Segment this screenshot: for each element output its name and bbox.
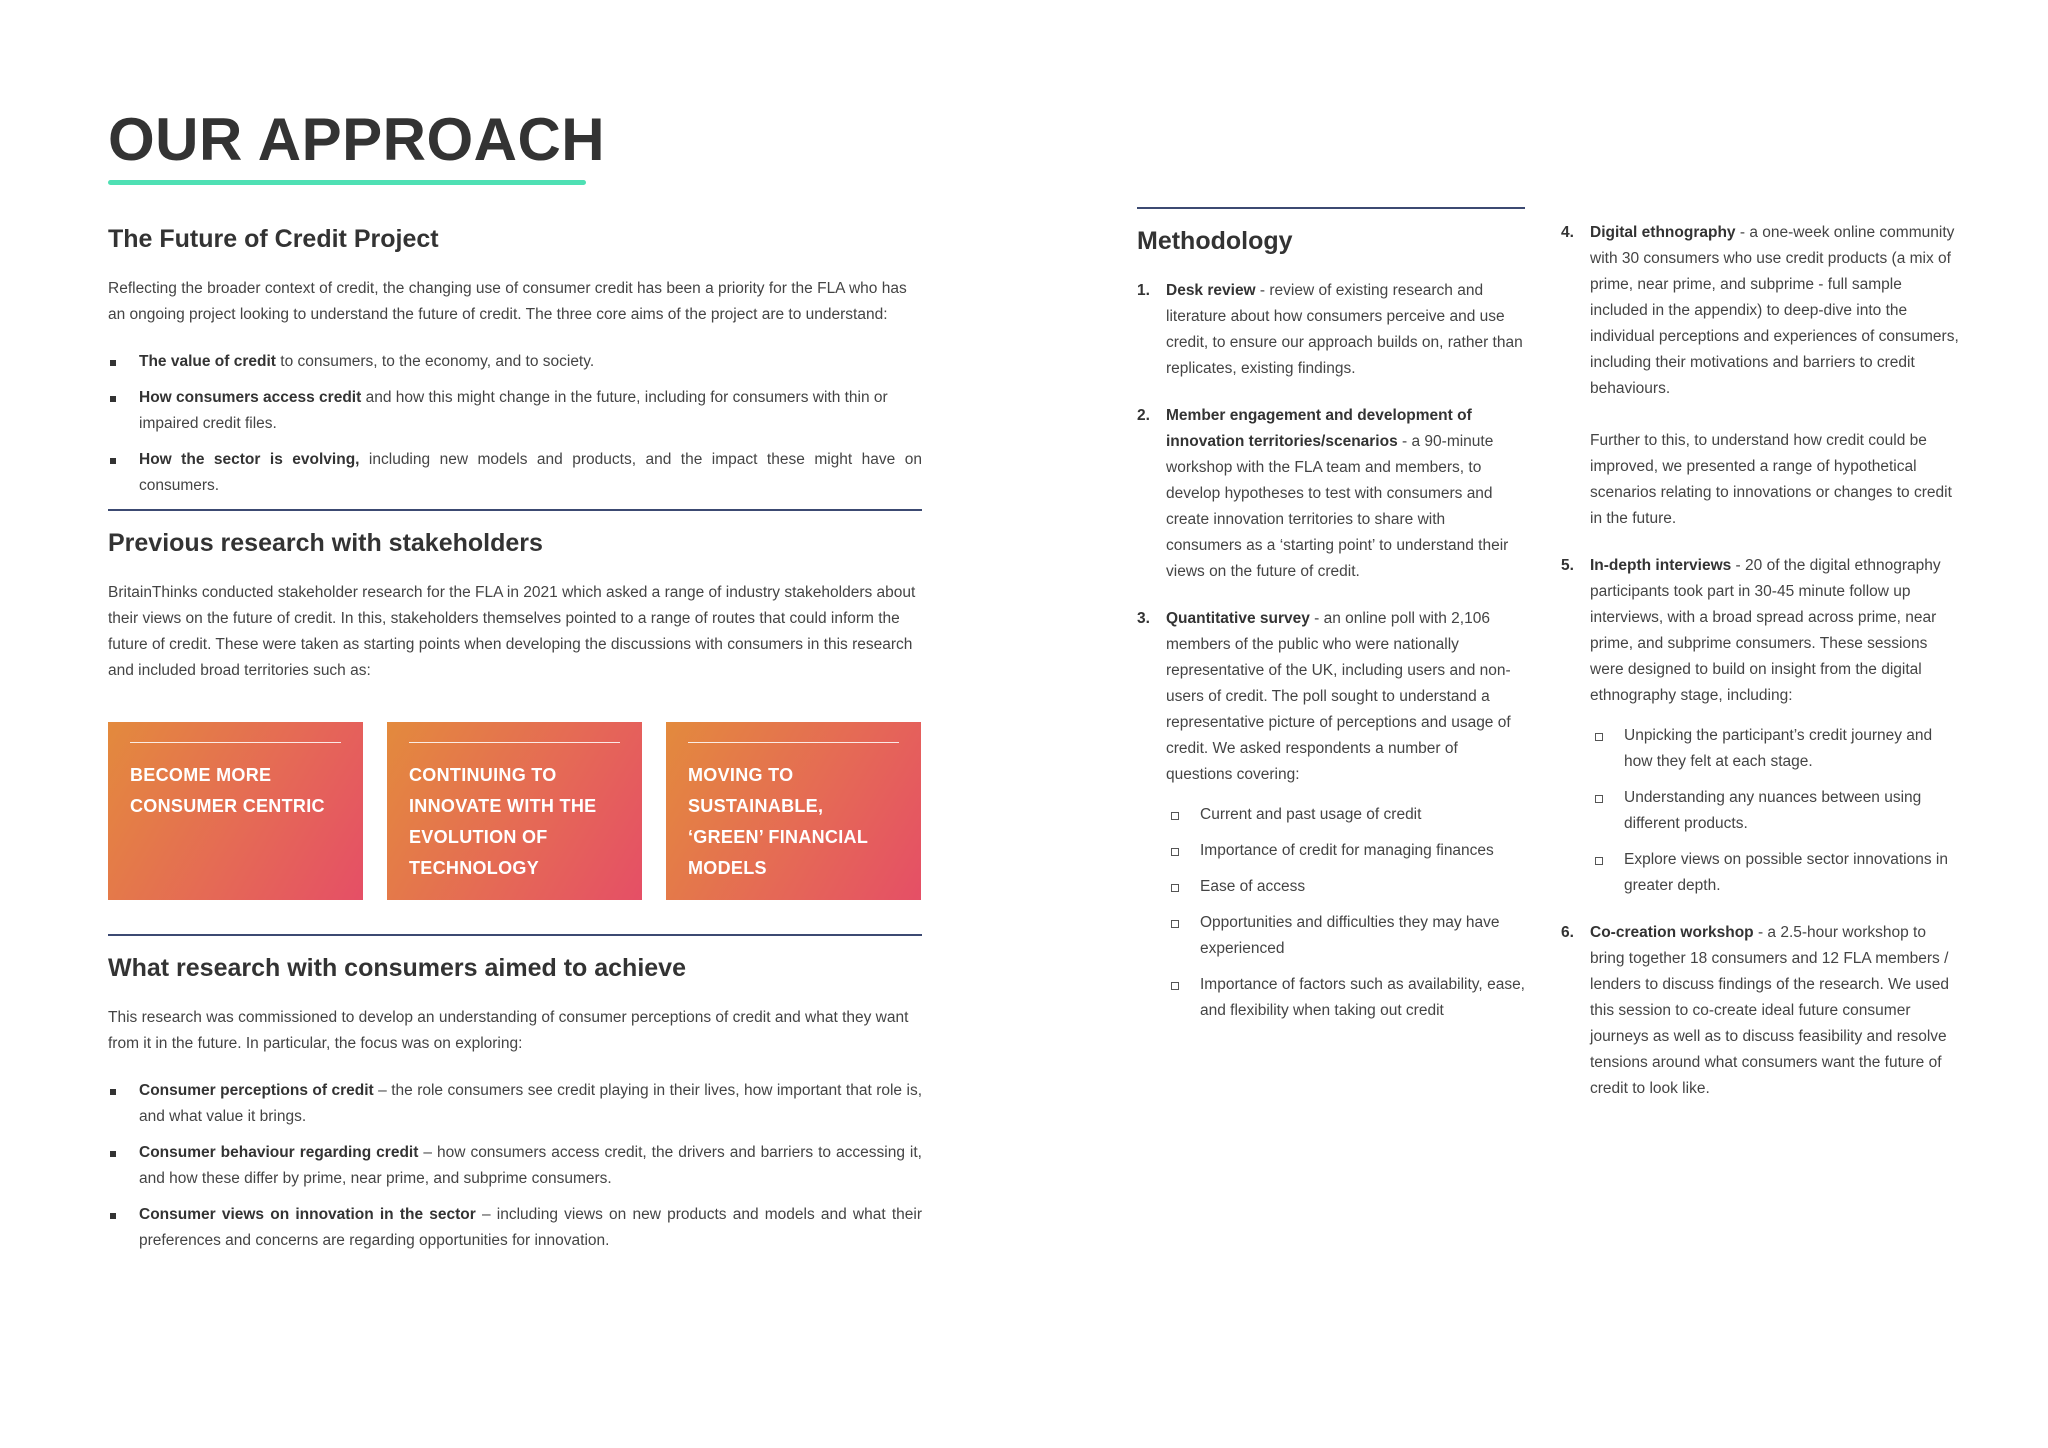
previous-heading: Previous research with stakeholders (108, 529, 543, 557)
methodology-steps-continued (1561, 220, 1961, 1102)
hollow-square-bullet-icon (1595, 857, 1603, 865)
hollow-square-bullet-icon (1595, 733, 1603, 741)
methodology-heading: Methodology (1137, 227, 1293, 255)
list-item: 1. Desk review - review of existing research and literature about how consumers perceive and use credit, to ensure our approach builds on, rather than replicates, existing findings. (1137, 282, 1523, 377)
interview-topics (1590, 723, 1961, 899)
ethnography-followup: Further to this, to understand how credit could be improved, we presented a range of hypothetical scenarios relating to innovations or changes to credit in the future. (1590, 432, 1952, 527)
hollow-square-bullet-icon (1595, 795, 1603, 803)
section-divider (1137, 207, 1525, 209)
list-item: How consumers access credit and how this might change in the future, including for consumers with thin or impaired credit files. (108, 385, 922, 437)
territory-cards (108, 722, 922, 900)
section-divider (108, 934, 922, 936)
hollow-square-bullet-icon (1171, 920, 1179, 928)
list-item: Ease of access (1166, 874, 1525, 900)
territory-card: BECOME MORE CONSUMER CENTRIC (108, 722, 363, 900)
square-bullet-icon (110, 458, 116, 464)
methodology-column-continued (1561, 220, 1961, 1123)
list-item: The value of credit to consumers, to the economy, and to society. (108, 349, 922, 375)
methodology-steps (1137, 278, 1525, 1024)
hollow-square-bullet-icon (1171, 982, 1179, 990)
card-divider (409, 742, 620, 743)
aims-heading: What research with consumers aimed to achieve (108, 954, 686, 982)
list-item: 4. Digital ethnography - a one-week online community with 30 consumers who use credit products (a mix of prime, near prime, and subprime - full sample included in the appendix) to deep-dive into the individual perceptions and experiences of consumers, including their motivations and barriers to credit behaviours. Further to this, to understand how credit could be improved, we presented a range of hypothetical scenarios relating to innovations or changes to credit in the future. (1561, 220, 1961, 532)
survey-topics (1166, 802, 1525, 1024)
territory-card: CONTINUING TO INNOVATE WITH THE EVOLUTION OF TECHNOLOGY (387, 722, 642, 900)
square-bullet-icon (110, 1151, 116, 1157)
list-item: How the sector is evolving, including new models and products, and the impact these might have on consumers. (108, 447, 922, 499)
future-intro: Reflecting the broader context of credit, the changing use of consumer credit has been a priority for the FLA who has an ongoing project looking to understand the future of credit. The three core aims of the project are to understand: (108, 280, 907, 323)
previous-body: BritainThinks conducted stakeholder research for the FLA in 2021 which asked a range of industry stakeholders about their views on the future of credit. In this, stakeholders themselves pointed to a range of routes that could inform the future of credit. These were taken as starting points when developing the discussions with consumers in this research and included broad territories such as: (108, 584, 916, 679)
hollow-square-bullet-icon (1171, 884, 1179, 892)
list-item: Consumer behaviour regarding credit – how consumers access credit, the drivers and barriers to accessing it, and how these differ by prime, near prime, and subprime consumers. (108, 1140, 922, 1192)
square-bullet-icon (110, 1213, 116, 1219)
list-item: Unpicking the participant’s credit journey and how they felt at each stage. (1590, 723, 1961, 775)
list-item: Consumer views on innovation in the sector – including views on new products and models and what their preferences and concerns are regarding opportunities for innovation. (108, 1202, 922, 1254)
card-divider (130, 742, 341, 743)
hollow-square-bullet-icon (1171, 812, 1179, 820)
list-item: 6. Co-creation workshop - a 2.5-hour workshop to bring together 18 consumers and 12 FLA members / lenders to discuss findings of the research. We used this session to co-create ideal future consumer journeys as well as to discuss feasibility and resolve tensions around what consumers want the future of credit to look like. (1561, 924, 1949, 1097)
focus-list (108, 1078, 922, 1254)
territory-card: MOVING TO SUSTAINABLE, ‘GREEN’ FINANCIAL MODELS (666, 722, 921, 900)
list-item: Opportunities and difficulties they may have experienced (1166, 910, 1525, 962)
list-item: Understanding any nuances between using different products. (1590, 785, 1961, 837)
list-item: Importance of credit for managing finances (1166, 838, 1525, 864)
list-item: Current and past usage of credit (1166, 802, 1525, 828)
left-column (108, 222, 922, 1264)
title-underline (108, 180, 586, 185)
hollow-square-bullet-icon (1171, 848, 1179, 856)
aims-body: This research was commissioned to develop an understanding of consumer perceptions of credit and what they want from it in the future. In particular, the focus was on exploring: (108, 1009, 909, 1052)
aims-list (108, 349, 922, 499)
section-divider (108, 509, 922, 511)
list-item: 3. Quantitative survey - an online poll with 2,106 members of the public who were nationally representative of the UK, including users and non-users of credit. The poll sought to understand a representative picture of perceptions and usage of credit. We asked respondents a number of questions covering: Current and past usage of credit Importance of credit for managing finances Ease of access Opportunities and difficulties they may have experienced Importance of factors such as availability, ease, and flexibility when taking out credit (1137, 606, 1525, 1024)
list-item: Importance of factors such as availability, ease, and flexibility when taking out credit (1166, 972, 1525, 1024)
future-heading: The Future of Credit Project (108, 225, 439, 253)
page-title: OUR APPROACH (108, 106, 606, 173)
square-bullet-icon (110, 396, 116, 402)
methodology-column (1137, 207, 1525, 1045)
card-divider (688, 742, 899, 743)
square-bullet-icon (110, 1089, 116, 1095)
list-item: 5. In-depth interviews - 20 of the digital ethnography participants took part in 30-45 minute follow up interviews, with a broad spread across prime, near prime, and subprime consumers. These sessions were designed to build on insight from the digital ethnography stage, including: Unpicking the participant’s credit journey and how they felt at each stage. Understanding any nuances between using different products. Explore views on possible sector innovations in greater depth. (1561, 553, 1961, 899)
square-bullet-icon (110, 360, 116, 366)
list-item: Explore views on possible sector innovations in greater depth. (1590, 847, 1961, 899)
list-item: Consumer perceptions of credit – the role consumers see credit playing in their lives, how important that role is, and what value it brings. (108, 1078, 922, 1130)
list-item: 2. Member engagement and development of innovation territories/scenarios - a 90-minute workshop with the FLA team and members, to develop hypotheses to test with consumers and create innovation territories to share with consumers as a ‘starting point’ to understand their views on the future of credit. (1137, 407, 1509, 580)
